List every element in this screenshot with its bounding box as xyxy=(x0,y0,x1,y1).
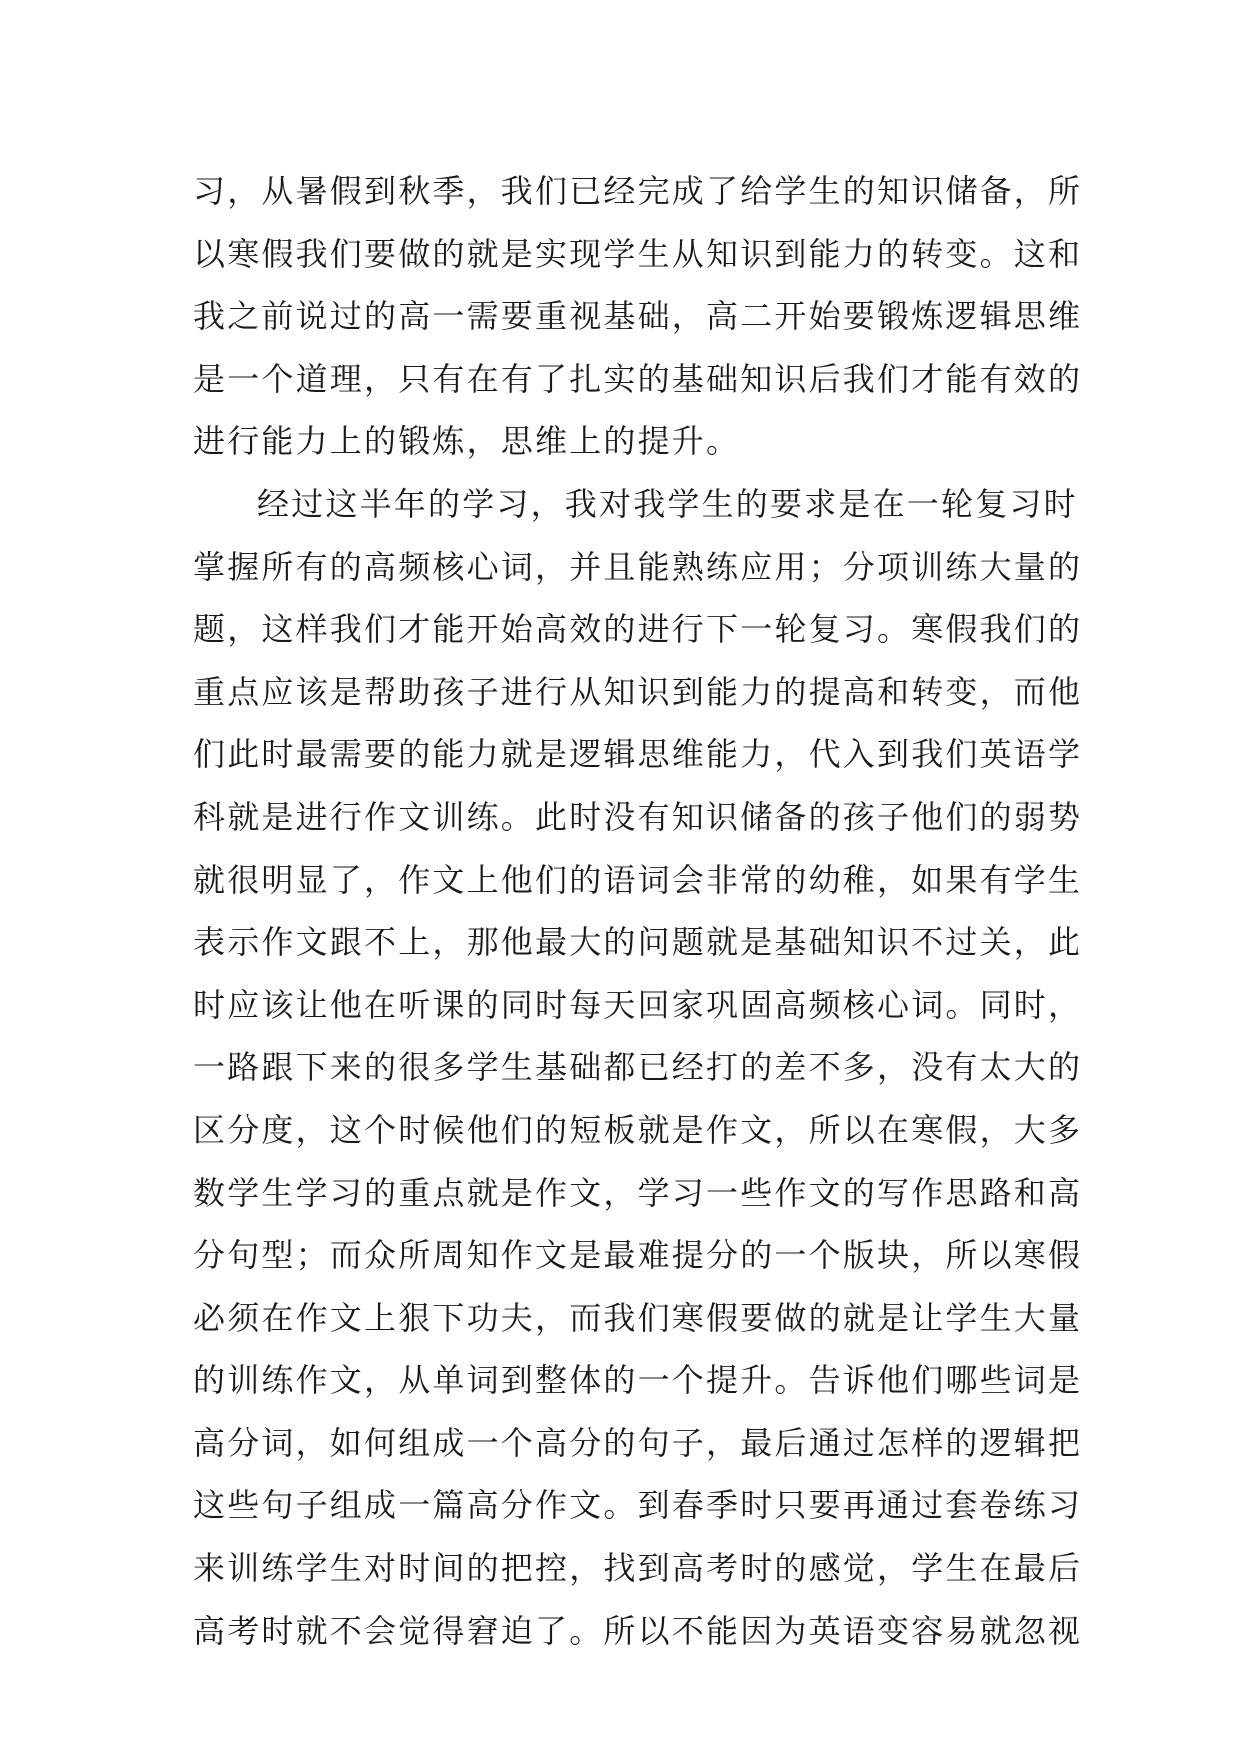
paragraph-line: 来训练学生对时间的把控，找到高考时的感觉，学生在最后 xyxy=(193,1549,1083,1588)
paragraph-line: 的训练作文，从单词到整体的一个提升。告诉他们哪些词是 xyxy=(193,1361,1083,1400)
paragraph-line: 进行能力上的锻炼，思维上的提升。 xyxy=(193,422,741,461)
body-text xyxy=(193,160,1083,1662)
paragraph-line: 是一个道理，只有在有了扎实的基础知识后我们才能有效的 xyxy=(193,359,1083,398)
paragraph-line: 科就是进行作文训练。此时没有知识储备的孩子他们的弱势 xyxy=(193,797,1083,836)
paragraph-line: 我之前说过的高一需要重视基础，高二开始要锻炼逻辑思维 xyxy=(193,297,1083,336)
paragraph-line: 们此时最需要的能力就是逻辑思维能力，代入到我们英语学 xyxy=(193,735,1083,774)
paragraph-first-line: 经过这半年的学习，我对我学生的要求是在一轮复习时 xyxy=(257,484,1078,523)
paragraph-line: 题，这样我们才能开始高效的进行下一轮复习。寒假我们的 xyxy=(193,610,1083,649)
paragraph-line: 一路跟下来的很多学生基础都已经打的差不多，没有太大的 xyxy=(193,1048,1083,1087)
paragraph-line: 时应该让他在听课的同时每天回家巩固高频核心词。同时， xyxy=(193,985,1083,1024)
paragraph-line: 重点应该是帮助孩子进行从知识到能力的提高和转变，而他 xyxy=(193,672,1083,711)
paragraph-line: 区分度，这个时候他们的短板就是作文，所以在寒假，大多 xyxy=(193,1110,1083,1149)
paragraph-line: 就很明显了，作文上他们的语词会非常的幼稚，如果有学生 xyxy=(193,860,1083,899)
paragraph-line: 分句型；而众所周知作文是最难提分的一个版块，所以寒假 xyxy=(193,1236,1083,1275)
paragraph-line: 必须在作文上狠下功夫，而我们寒假要做的就是让学生大量 xyxy=(193,1298,1083,1337)
paragraph-line: 掌握所有的高频核心词，并且能熟练应用；分项训练大量的 xyxy=(193,547,1083,586)
paragraph-line: 数学生学习的重点就是作文，学习一些作文的写作思路和高 xyxy=(193,1173,1083,1212)
paragraph-line: 这些句子组成一篇高分作文。到春季时只要再通过套卷练习 xyxy=(193,1486,1083,1525)
paragraph-line: 习，从暑假到秋季，我们已经完成了给学生的知识储备，所 xyxy=(193,172,1083,210)
paragraph-line: 高分词，如何组成一个高分的句子，最后通过怎样的逻辑把 xyxy=(193,1423,1083,1462)
paragraph-line: 高考时就不会觉得窘迫了。所以不能因为英语变容易就忽视 xyxy=(193,1611,1083,1650)
paragraph-line: 以寒假我们要做的就是实现学生从知识到能力的转变。这和 xyxy=(193,234,1083,273)
paragraph-line: 表示作文跟不上，那他最大的问题就是基础知识不过关，此 xyxy=(193,923,1083,962)
